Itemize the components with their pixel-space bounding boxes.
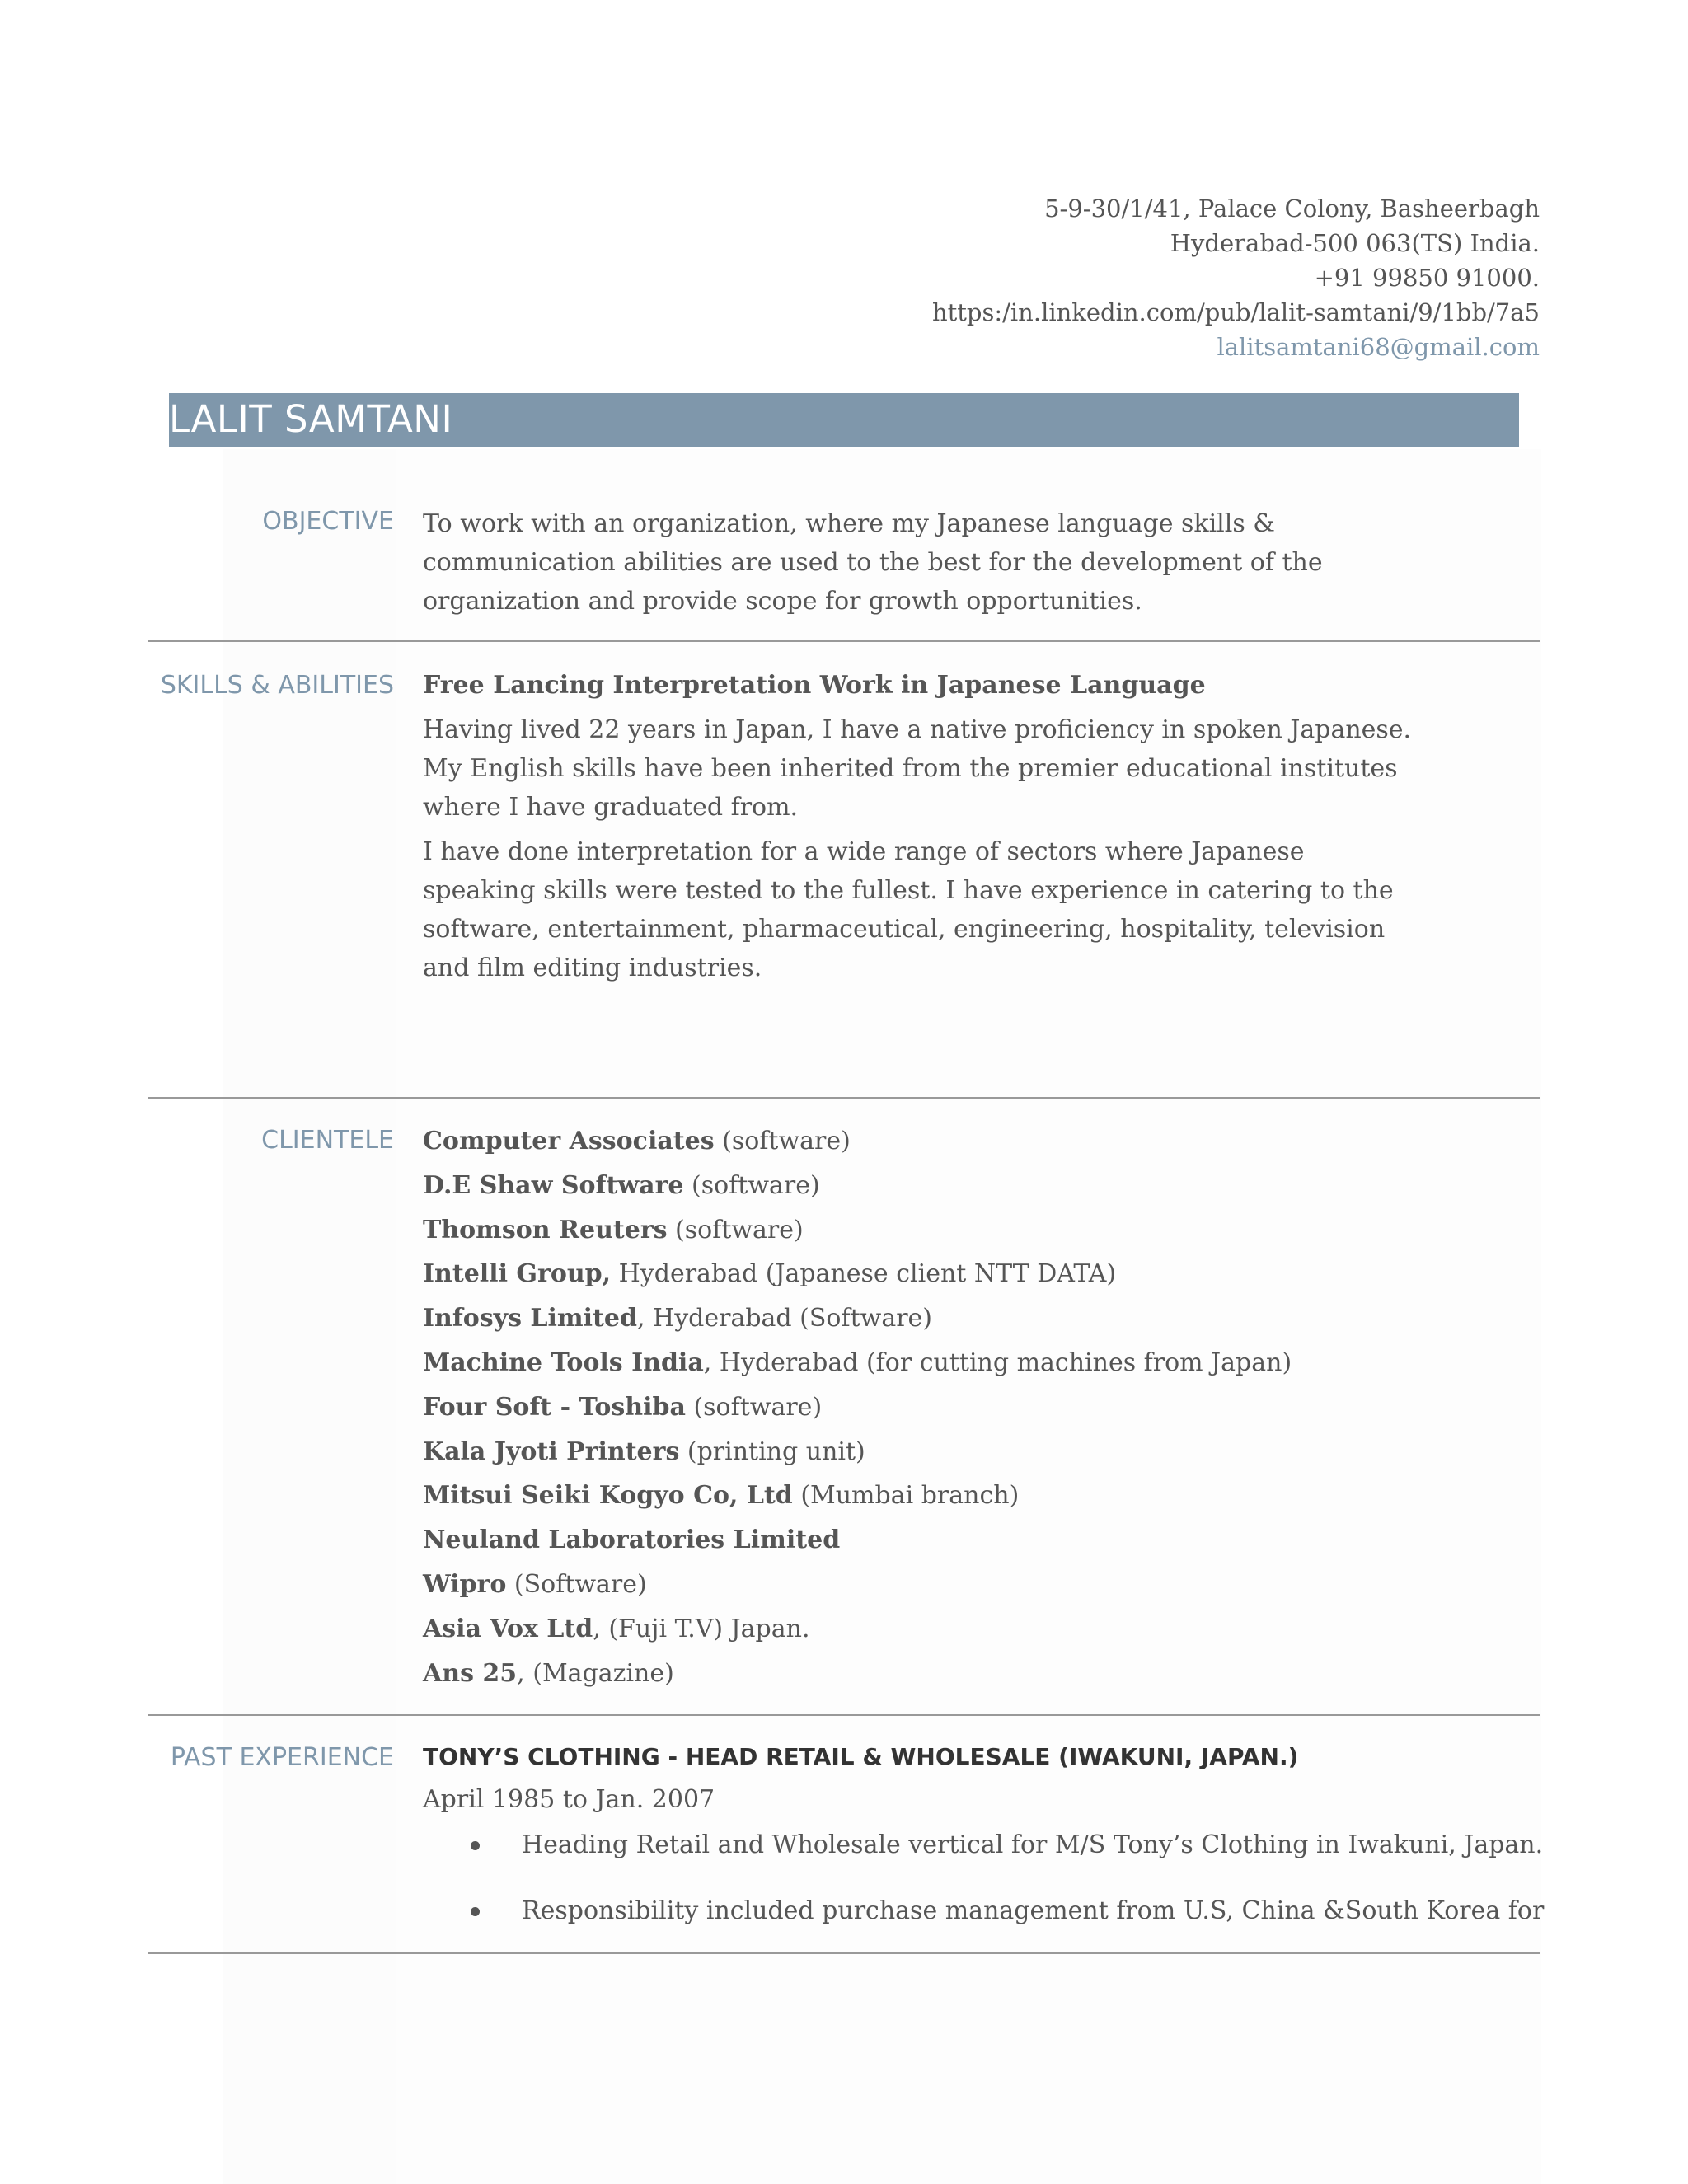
skills-paragraph-line: software, entertainment, pharmaceutical, engineering, hospitality, television xyxy=(423,915,1386,944)
client-name: Wipro xyxy=(423,1569,507,1599)
client-item xyxy=(423,1252,1527,1296)
job-bullet xyxy=(423,1826,1544,1864)
skills-paragraph-line: where I have graduated from. xyxy=(423,793,799,822)
phone-number: +91 99850 91000. xyxy=(1314,264,1540,292)
client-name: Mitsui Seiki Kogyo Co, Ltd xyxy=(423,1481,793,1511)
client-item xyxy=(423,1119,1527,1164)
name-banner xyxy=(169,393,1519,447)
client-detail: , Hyderabad (for cutting machines from Japan) xyxy=(703,1347,1292,1377)
experience-body xyxy=(423,1739,1545,1930)
bullet-icon xyxy=(471,1841,480,1850)
client-detail: (Software) xyxy=(506,1569,647,1599)
objective-body xyxy=(423,504,1527,621)
client-detail: (software) xyxy=(714,1127,851,1155)
linkedin-url[interactable]: https:/in.linkedin.com/pub/lalit-samtani/9/1bb/7a5 xyxy=(931,298,1540,326)
skills-paragraph-line: Having lived 22 years in Japan, I have a native proficiency in spoken Japanese. xyxy=(423,715,1412,744)
skills-paragraph-line: My English skills have been inherited from the premier educational institutes xyxy=(423,754,1398,783)
clientele-section xyxy=(148,1119,1540,1696)
bullet-icon xyxy=(471,1907,480,1916)
client-name: Computer Associates xyxy=(423,1127,715,1155)
job-bullet-text: Responsibility included purchase management from U.S, China &South Korea for xyxy=(522,1896,1545,1925)
client-name: Neuland Laboratories Limited xyxy=(423,1526,841,1555)
section-divider xyxy=(148,1952,1540,1954)
contact-block xyxy=(932,191,1540,364)
client-item xyxy=(423,1652,1527,1696)
candidate-name: LALIT SAMTANI xyxy=(169,397,453,441)
client-name: Ans 25 xyxy=(423,1658,518,1688)
skills-paragraph-line: I have done interpretation for a wide range of sectors where Japanese xyxy=(423,837,1305,866)
experience-label: PAST EXPERIENCE xyxy=(170,1743,394,1772)
job-dates: April 1985 to Jan. 2007 xyxy=(423,1785,715,1814)
clientele-label: CLIENTELE xyxy=(261,1126,394,1155)
client-detail: Hyderabad (Japanese client NTT DATA) xyxy=(611,1259,1117,1289)
objective-line: organization and provide scope for growth opportunities. xyxy=(423,587,1142,616)
experience-section xyxy=(148,1739,1545,1945)
client-detail: (software) xyxy=(685,1392,823,1422)
client-detail: , Hyderabad (Software) xyxy=(636,1304,933,1333)
client-name: Machine Tools India xyxy=(423,1347,704,1377)
skills-section xyxy=(148,666,1540,996)
job-bullet-text: Heading Retail and Wholesale vertical for M/S Tony’s Clothing in Iwakuni, Japan. xyxy=(522,1830,1544,1859)
client-detail: (software) xyxy=(667,1215,804,1244)
address-line-1: 5-9-30/1/41, Palace Colony, Basheerbagh xyxy=(1044,194,1540,223)
client-detail: , (Magazine) xyxy=(517,1658,674,1688)
job-bullet xyxy=(423,1892,1545,1930)
skills-paragraph-line: speaking skills were tested to the fullest. I have experience in catering to the xyxy=(423,876,1394,905)
client-item xyxy=(423,1474,1527,1518)
section-divider xyxy=(148,1714,1540,1716)
skills-body xyxy=(423,666,1527,987)
client-detail: (software) xyxy=(683,1170,820,1200)
job-title: TONY’S CLOTHING - HEAD RETAIL & WHOLESALE (IWAKUNI, JAPAN.) xyxy=(423,1743,1299,1770)
client-item xyxy=(423,1296,1527,1341)
client-item xyxy=(423,1430,1527,1474)
client-item xyxy=(423,1607,1527,1652)
client-name: Thomson Reuters xyxy=(423,1215,668,1244)
section-divider xyxy=(148,1097,1540,1099)
client-item xyxy=(423,1563,1527,1607)
email-link[interactable]: lalitsamtani68@gmail.com xyxy=(1217,333,1540,361)
skills-label: SKILLS & ABILITIES xyxy=(160,671,394,700)
client-name: Four Soft - Toshiba xyxy=(423,1392,686,1422)
client-detail: (printing unit) xyxy=(679,1436,865,1466)
section-divider xyxy=(148,640,1540,642)
client-detail: , (Fuji T.V) Japan. xyxy=(593,1614,810,1643)
client-detail: (Mumbai branch) xyxy=(792,1481,1020,1511)
address-line-2: Hyderabad-500 063(TS) India. xyxy=(1170,229,1540,257)
client-item xyxy=(423,1208,1527,1253)
clientele-list xyxy=(423,1119,1527,1695)
client-name: Asia Vox Ltd xyxy=(423,1614,593,1643)
client-name: Kala Jyoti Printers xyxy=(423,1436,680,1466)
client-name: Intelli Group, xyxy=(423,1259,612,1289)
client-item xyxy=(423,1164,1527,1208)
objective-line: communication abilities are used to the best for the development of the xyxy=(423,548,1323,577)
objective-label: OBJECTIVE xyxy=(262,507,394,536)
objective-line: To work with an organization, where my Japanese language skills & xyxy=(423,509,1275,538)
client-name: Infosys Limited xyxy=(423,1304,637,1333)
skills-paragraph-line: and film editing industries. xyxy=(423,954,762,982)
objective-section xyxy=(148,504,1540,628)
skills-heading: Free Lancing Interpretation Work in Japanese Language xyxy=(423,671,1206,700)
client-item xyxy=(423,1518,1527,1563)
client-name: D.E Shaw Software xyxy=(423,1170,684,1200)
client-item xyxy=(423,1341,1527,1385)
client-item xyxy=(423,1385,1527,1430)
